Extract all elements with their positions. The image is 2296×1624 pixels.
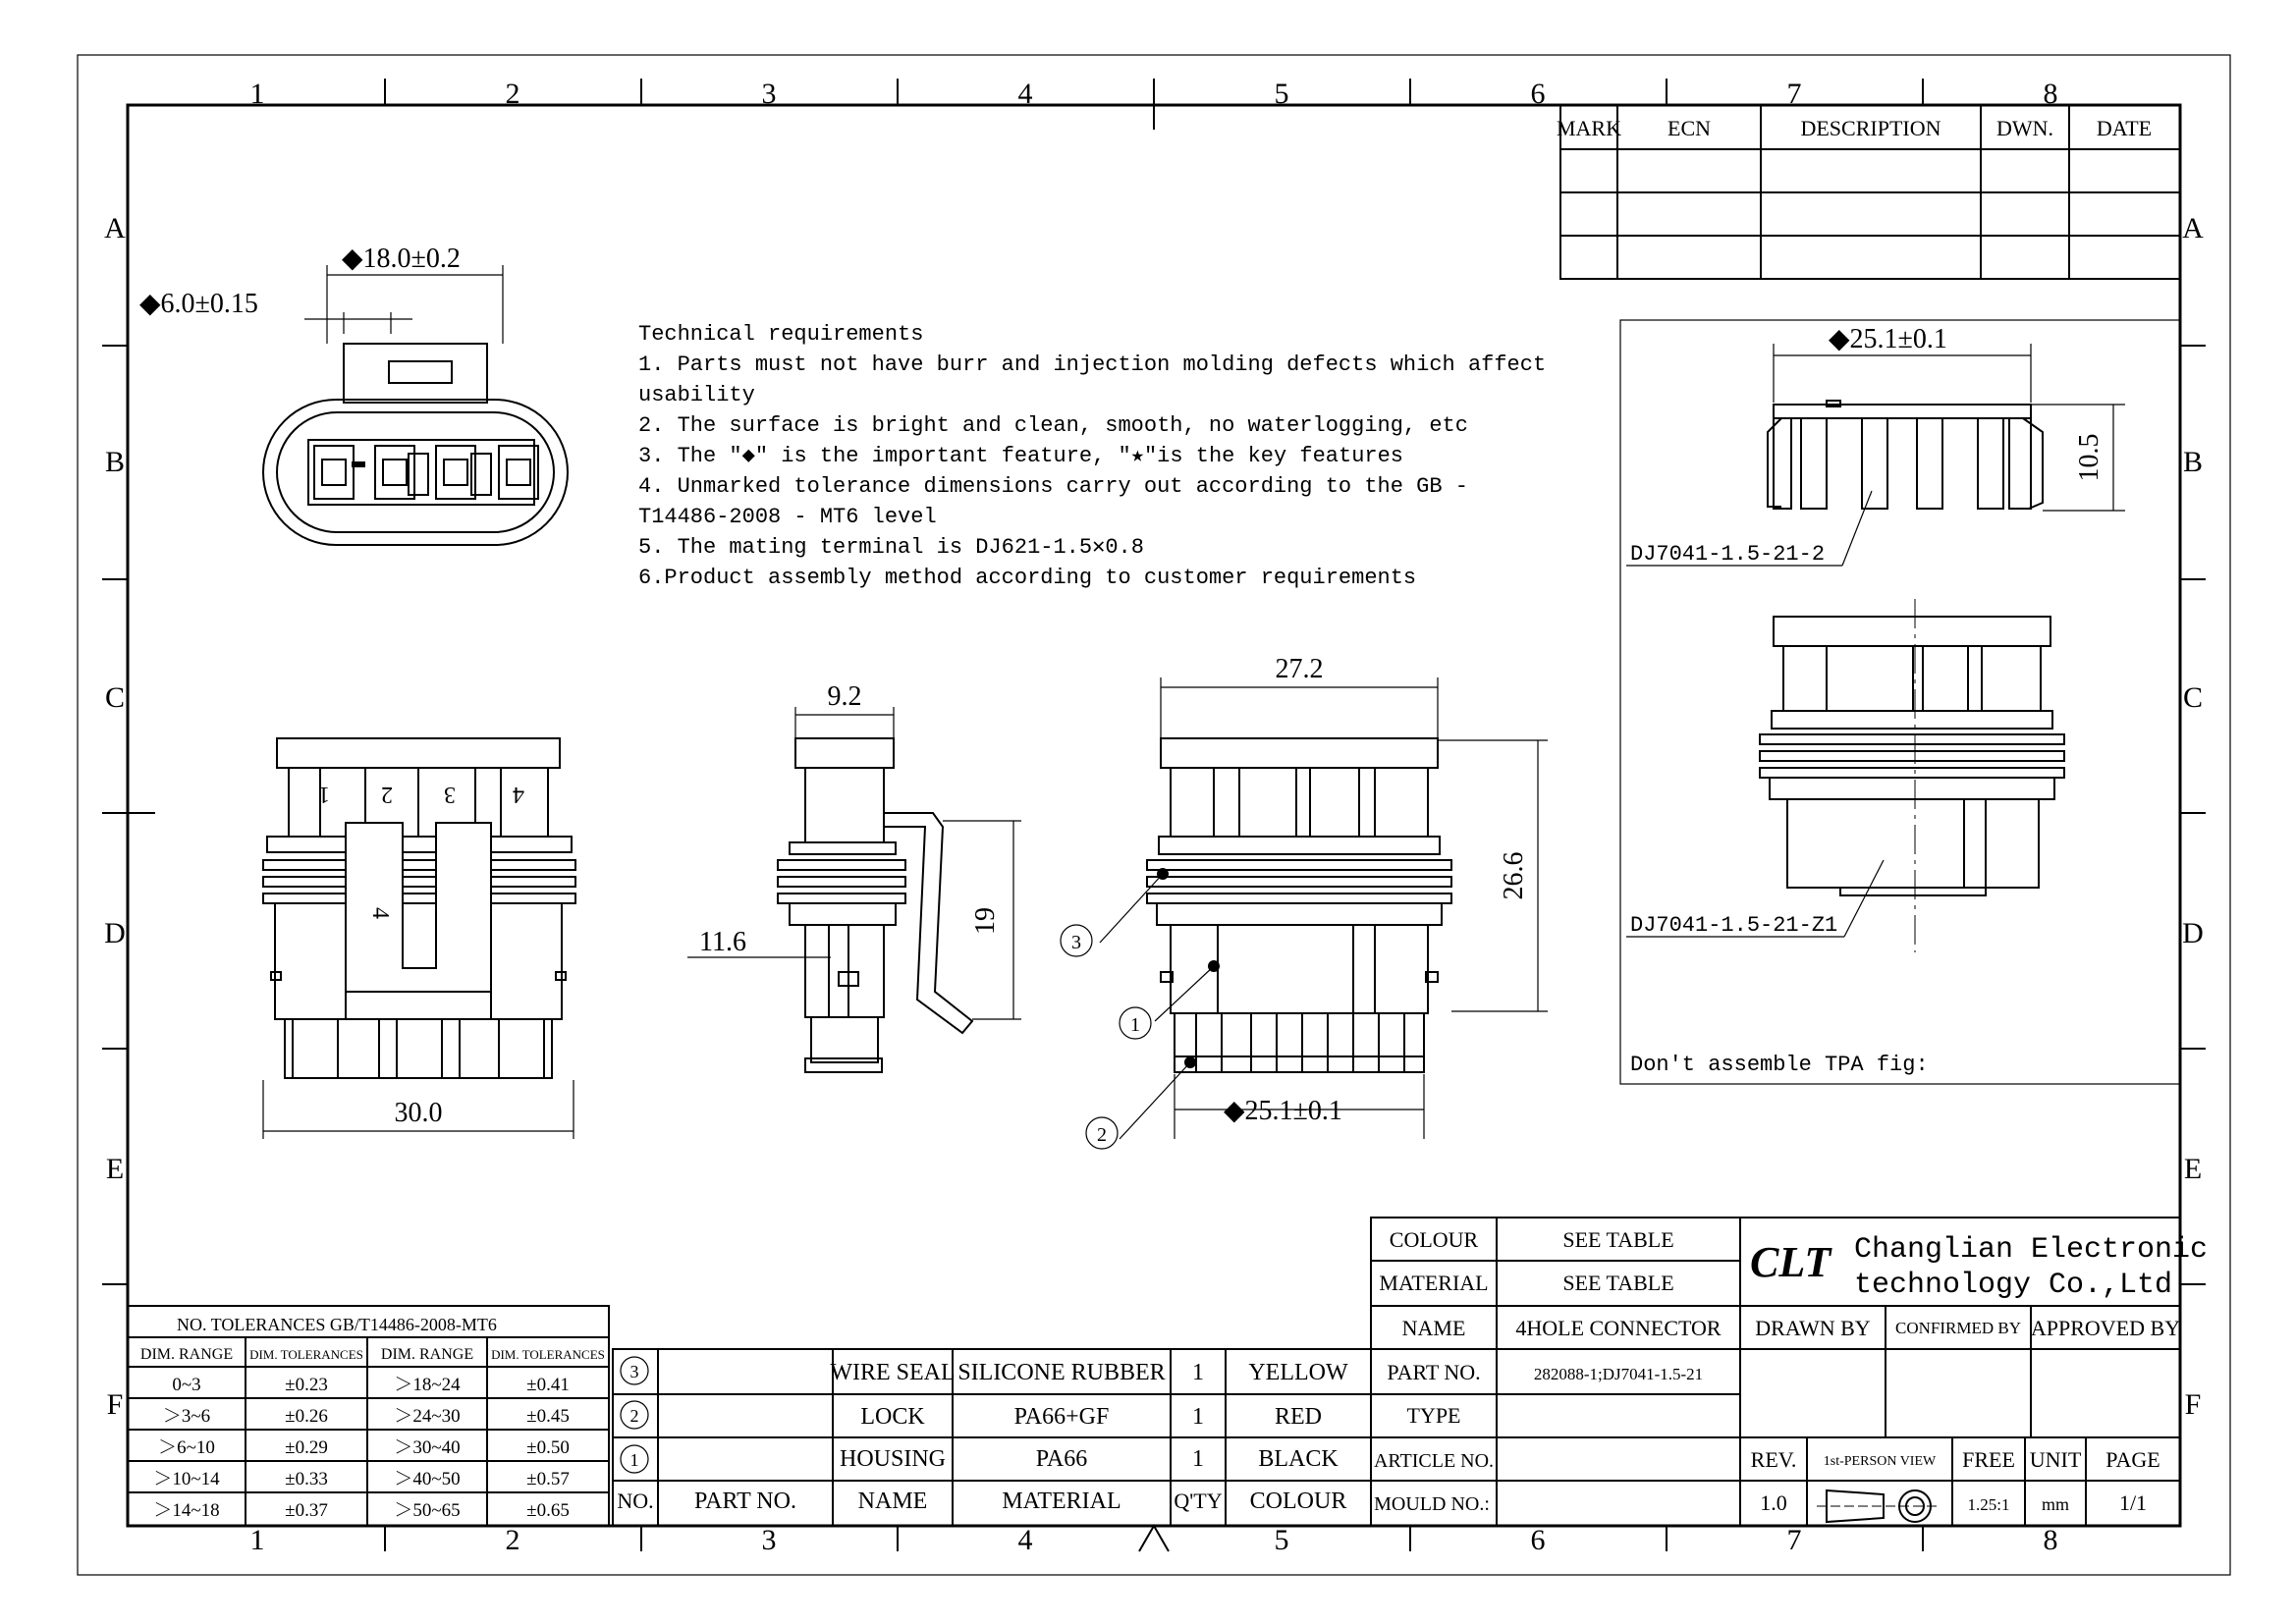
tol-cell: ＞3~6	[162, 1406, 211, 1427]
bom-header-no: NO.	[617, 1489, 654, 1513]
zone-letter: C	[104, 681, 126, 714]
tol-cell: ＞24~30	[394, 1406, 461, 1427]
confirmed-by-label: CONFIRMED BY	[1895, 1319, 2021, 1337]
bom-qty: 1	[1192, 1446, 1204, 1472]
tol-cell: ＞50~65	[394, 1500, 461, 1521]
left-zone-letters	[104, 212, 126, 1421]
dim-section-height: 19	[970, 907, 1001, 935]
bom-name: LOCK	[860, 1404, 925, 1430]
zone-number: 2	[505, 78, 520, 110]
free-label: FREE	[1962, 1447, 2015, 1472]
bom-header-part-no: PART NO.	[694, 1489, 796, 1514]
zone-number: 5	[1274, 1524, 1289, 1556]
bom-colour: YELLOW	[1248, 1360, 1348, 1385]
title-colour-label: COLOUR	[1389, 1227, 1479, 1252]
title-colour-value: SEE TABLE	[1562, 1227, 1674, 1252]
tolerance-table	[128, 1306, 609, 1526]
page-value: 1/1	[2118, 1490, 2148, 1515]
bom-colour: BLACK	[1258, 1446, 1339, 1472]
bottom-zone-ticks	[385, 1526, 1923, 1551]
dim-side-width: 30.0	[394, 1098, 443, 1128]
section-view	[687, 681, 1021, 1072]
bom-header-colour: COLOUR	[1249, 1489, 1347, 1514]
dim-tpa-width: ◆25.1±0.1	[1829, 324, 1947, 354]
tol-cell: ＞6~10	[158, 1437, 215, 1458]
zone-number: 6	[1530, 1524, 1546, 1556]
drawn-by-label: DRAWN BY	[1755, 1316, 1871, 1340]
bom-no: 2	[629, 1406, 639, 1426]
title-name-value: 4HOLE CONNECTOR	[1515, 1316, 1722, 1340]
callout-number: 3	[1071, 932, 1081, 953]
bottom-zone-numbers	[250, 1524, 2058, 1556]
bom-header-qty: Q'TY	[1174, 1489, 1223, 1513]
zone-letter: B	[2182, 446, 2204, 478]
title-mould-label: MOULD NO.:	[1374, 1493, 1490, 1515]
projection-label: 1st-PERSON VIEW	[1823, 1454, 1937, 1469]
zone-number: 6	[1530, 78, 1546, 110]
zone-number: 7	[1786, 78, 1802, 110]
tech-req-line: 4. Unmarked tolerance dimensions carry out according to the GB -	[638, 474, 1468, 499]
zone-number: 8	[2043, 1524, 2058, 1556]
dim-front-width: ◆18.0±0.2	[342, 244, 461, 274]
callout-number: 1	[1130, 1014, 1140, 1036]
zone-letter: F	[2184, 1388, 2202, 1421]
zone-number: 1	[249, 1524, 265, 1556]
title-part-no-label: PART NO.	[1387, 1360, 1481, 1384]
cavity-number: 1	[318, 782, 330, 807]
tech-req-line: usability	[638, 383, 755, 407]
tech-req-line: 2. The surface is bright and clean, smooth, no waterlogging, etc	[638, 413, 1468, 438]
revision-table	[1557, 105, 2180, 279]
bom-header-material: MATERIAL	[1002, 1489, 1121, 1514]
title-part-no-value: 282088-1;DJ7041-1.5-21	[1533, 1365, 1704, 1383]
title-type-label: TYPE	[1406, 1403, 1461, 1428]
tol-cell: ±0.29	[285, 1437, 328, 1458]
zone-letter: D	[104, 917, 126, 949]
zone-number: 3	[761, 1524, 777, 1556]
technical-requirements	[638, 322, 1546, 590]
tol-cell: ＞40~50	[394, 1469, 461, 1489]
tol-cell: ±0.45	[526, 1406, 570, 1427]
title-name-label: NAME	[1401, 1316, 1466, 1340]
projection-symbol-icon	[1817, 1490, 1941, 1522]
rev-header-ecn: ECN	[1667, 116, 1711, 140]
tpa-panel	[1620, 320, 2180, 1084]
title-material-value: SEE TABLE	[1562, 1271, 1674, 1295]
zone-letter: A	[104, 212, 126, 244]
cavity-number: 3	[444, 782, 456, 807]
rear-view	[1061, 654, 1548, 1149]
dim-section-left: 11.6	[699, 927, 746, 957]
tol-cell: ±0.33	[285, 1469, 328, 1489]
tol-cell: ＞30~40	[394, 1437, 461, 1458]
tolerance-title: NO. TOLERANCES GB/T14486-2008-MT6	[177, 1315, 497, 1334]
scale-value: 1.25:1	[1967, 1495, 2010, 1514]
tol-cell: ＞10~14	[153, 1469, 220, 1489]
front-view	[139, 244, 568, 545]
dim-rear-height: 26.6	[1499, 851, 1529, 900]
tol-cell: ±0.57	[526, 1469, 570, 1489]
bom-qty: 1	[1192, 1404, 1204, 1430]
tol-cell: ±0.65	[526, 1500, 570, 1521]
zone-number: 8	[2043, 78, 2058, 110]
bom-no: 1	[629, 1450, 639, 1470]
title-material-label: MATERIAL	[1379, 1271, 1489, 1295]
bom-material: PA66	[1035, 1446, 1088, 1472]
tol-cell: ±0.50	[526, 1437, 570, 1458]
zone-letter: B	[104, 446, 126, 478]
cavity-number: 2	[381, 782, 393, 807]
rev-value: 1.0	[1760, 1490, 1787, 1515]
rev-header-description: DESCRIPTION	[1800, 116, 1941, 140]
bom-material: PA66+GF	[1013, 1404, 1110, 1430]
zone-number: 5	[1274, 78, 1289, 110]
page-label: PAGE	[2105, 1447, 2160, 1472]
tol-cell: ＞18~24	[394, 1375, 461, 1395]
bom-no: 3	[629, 1362, 639, 1381]
rev-header-dwn: DWN.	[1995, 116, 2054, 140]
tol-cell: ±0.26	[285, 1406, 328, 1427]
bom-table	[613, 1349, 1371, 1526]
tol-header: DIM. RANGE	[380, 1346, 474, 1363]
zone-letter: C	[2182, 681, 2204, 714]
tol-header: DIM. RANGE	[139, 1346, 234, 1363]
zone-number: 2	[505, 1524, 520, 1556]
zone-number: 1	[249, 78, 265, 110]
rev-header-mark: MARK	[1556, 116, 1622, 140]
side-view	[263, 738, 575, 1139]
title-block	[1371, 1218, 2208, 1526]
tol-header: DIM. TOLERANCES	[491, 1347, 605, 1362]
tpa-part-bottom: DJ7041-1.5-21-Z1	[1630, 913, 1838, 938]
unit-label: UNIT	[2029, 1447, 2082, 1472]
tol-cell: ±0.23	[285, 1375, 328, 1395]
tol-cell: ＞14~18	[153, 1500, 220, 1521]
company-name-line1: Changlian Electronic	[1854, 1233, 2209, 1267]
cavity-number: 4	[513, 782, 524, 807]
tol-cell: ±0.41	[526, 1375, 570, 1395]
zone-letter: E	[105, 1153, 125, 1185]
tpa-part-top: DJ7041-1.5-21-2	[1630, 542, 1826, 567]
approved-by-label: APPROVED BY	[2030, 1316, 2181, 1340]
bom-qty: 1	[1192, 1360, 1204, 1385]
bom-colour: RED	[1275, 1404, 1322, 1430]
tech-req-line: 5. The mating terminal is DJ621-1.5✕0.8	[638, 535, 1144, 560]
rev-header-date: DATE	[2096, 116, 2153, 140]
tech-req-line: 1. Parts must not have burr and injection molding defects which affect	[638, 352, 1547, 377]
dim-rear-width: 27.2	[1275, 654, 1324, 684]
bom-header-name: NAME	[857, 1489, 928, 1514]
company-logo: CLT	[1750, 1238, 1831, 1286]
zone-number: 4	[1017, 78, 1033, 110]
tech-req-title: Technical requirements	[638, 322, 924, 347]
dim-tpa-height: 10.5	[2074, 433, 2105, 482]
bom-name: WIRE SEAL	[830, 1360, 956, 1385]
dim-rear-bottom: ◆25.1±0.1	[1224, 1096, 1342, 1126]
zone-number: 7	[1786, 1524, 1802, 1556]
dim-section-top: 9.2	[827, 681, 862, 712]
zone-number: 3	[761, 78, 777, 110]
zone-letter: D	[2182, 917, 2204, 949]
tol-header: DIM. TOLERANCES	[249, 1347, 363, 1362]
lock-label: 4	[367, 907, 393, 919]
tech-req-line: T14486-2008 - MT6 level	[638, 505, 937, 529]
tech-req-line: 3. The ″◆″ is the important feature, ″★″is the key features	[638, 444, 1404, 468]
bom-material: SILICONE RUBBER	[957, 1360, 1166, 1385]
zone-letter: F	[106, 1388, 124, 1421]
tol-cell: ±0.37	[285, 1500, 328, 1521]
unit-value: mm	[2041, 1494, 2070, 1514]
tech-req-line: 6.Product assembly method according to customer requirements	[638, 566, 1417, 590]
inner-border	[128, 105, 2180, 1526]
zone-letter: A	[2182, 212, 2204, 244]
dim-front-slot: ◆6.0±0.15	[139, 289, 258, 319]
bom-name: HOUSING	[840, 1446, 946, 1472]
tpa-caption: Don't assemble TPA fig:	[1630, 1053, 1929, 1077]
callout-number: 2	[1097, 1124, 1107, 1146]
tol-cell: 0~3	[172, 1375, 201, 1395]
company-name-line2: technology Co.,Ltd	[1854, 1269, 2173, 1302]
title-article-label: ARTICLE NO.	[1373, 1450, 1495, 1472]
zone-number: 4	[1017, 1524, 1033, 1556]
rev-label: REV.	[1750, 1447, 1797, 1472]
zone-letter: E	[2183, 1153, 2203, 1185]
